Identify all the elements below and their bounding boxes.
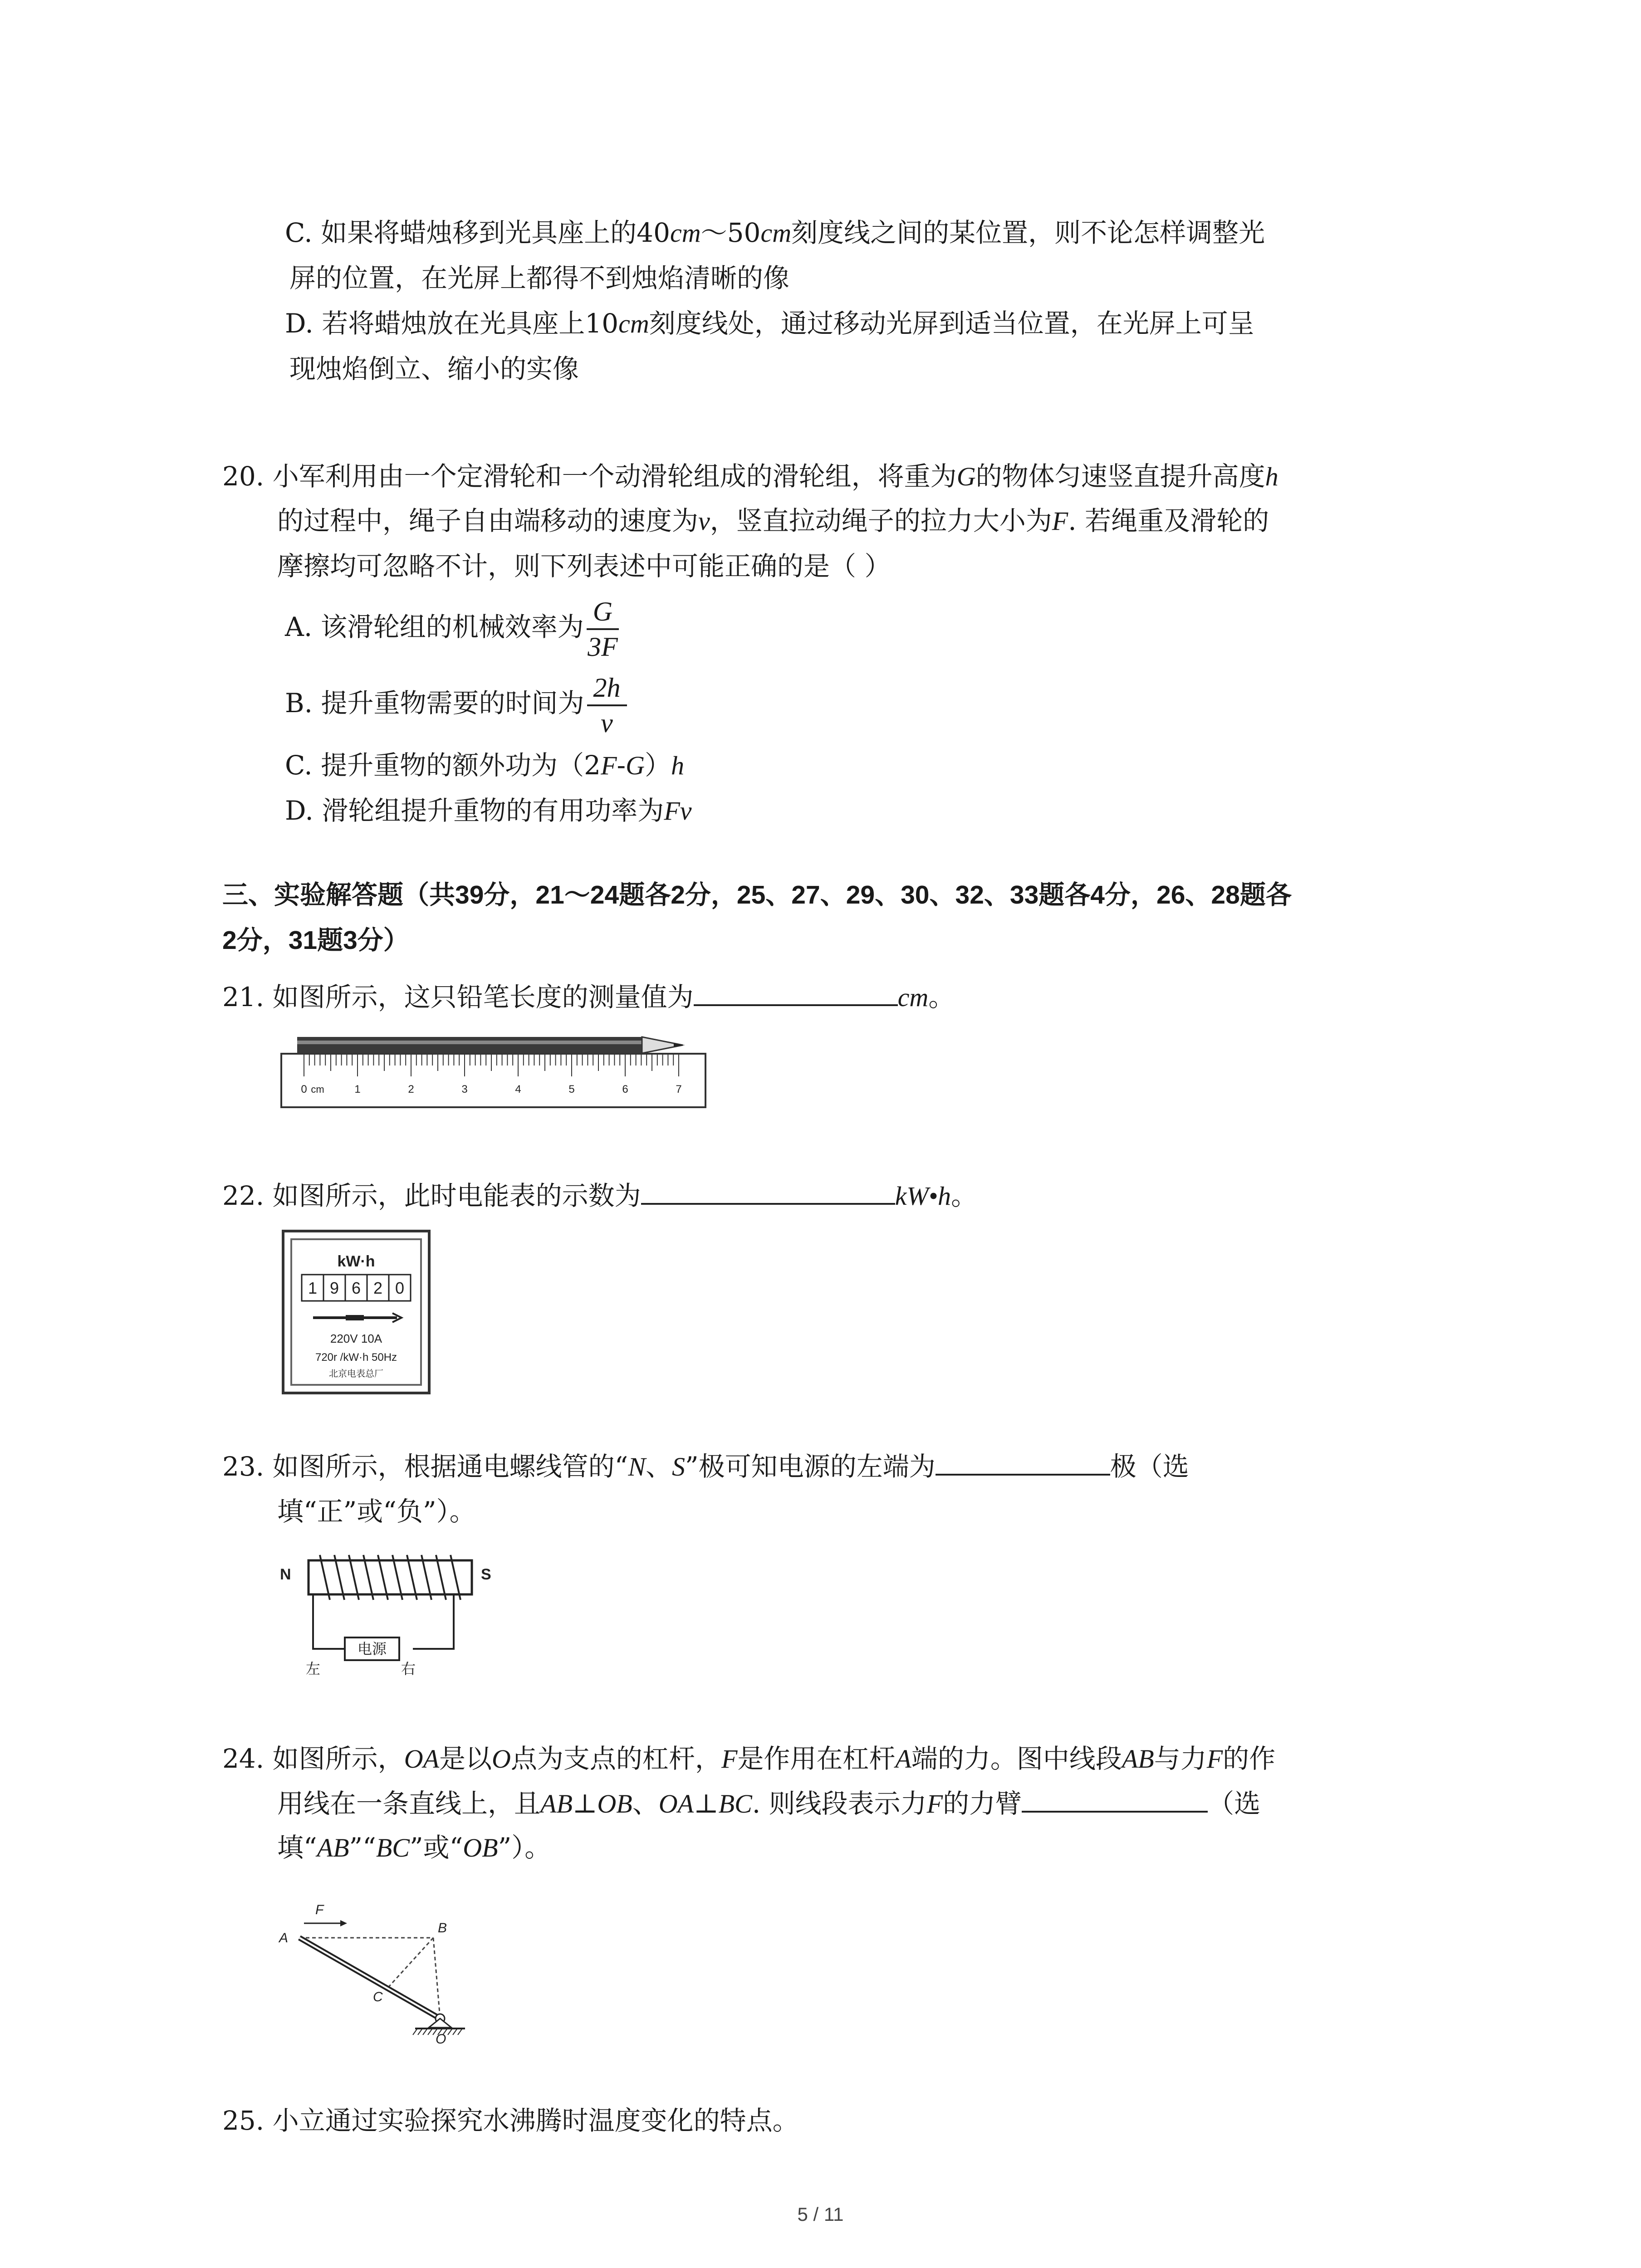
- hatch-line: [418, 2028, 422, 2035]
- q20-stem-line1: [222, 456, 1279, 497]
- q21-stem: [222, 976, 955, 1018]
- text: h: [1265, 462, 1279, 491]
- text: F: [926, 1789, 943, 1818]
- meter-digit: 2: [373, 1279, 383, 1297]
- text: ，竖直拉动绳子的拉力大小为: [710, 505, 1052, 536]
- text: ⊥: [572, 1788, 598, 1819]
- meter-rev-constant: 720r /kW·h 50Hz: [315, 1351, 397, 1364]
- q19-option-c-line2: 屏的位置，在光屏上都得不到烛焰清晰的像: [289, 263, 790, 293]
- ruler-tick-label: 5: [568, 1083, 575, 1095]
- label-c: C: [373, 1989, 383, 2004]
- text: OA: [404, 1744, 440, 1774]
- lever-highlight: [299, 1938, 440, 2019]
- pole-s-label: S: [481, 1566, 491, 1583]
- text: AB: [540, 1789, 573, 1818]
- text: C. 提升重物的额外功为（2: [285, 750, 601, 781]
- text: A. 该滑轮组的机械效率为: [285, 611, 584, 642]
- left-label: 左: [305, 1661, 321, 1677]
- text: 21. 如图所示，这只铅笔长度的测量值为: [222, 982, 694, 1012]
- text: 20. 小军利用由一个定滑轮和一个动滑轮组成的滑轮组，将重为: [222, 461, 957, 492]
- text: 点为支点的杠杆，: [510, 1743, 721, 1774]
- solenoid-core: [309, 1560, 472, 1594]
- answer-blank-q22[interactable]: [641, 1175, 895, 1205]
- meter-digit: 1: [308, 1279, 318, 1297]
- text: 。: [928, 982, 955, 1012]
- line-bc: [388, 1938, 433, 1988]
- text: O: [492, 1744, 511, 1774]
- force-arrow-icon: [340, 1920, 347, 1926]
- solenoid-figure: [274, 1547, 510, 1678]
- right-label: 右: [401, 1661, 416, 1677]
- meter-digit: 0: [395, 1279, 405, 1297]
- text: AB: [1122, 1744, 1154, 1774]
- pencil-ruler-figure: [279, 1029, 710, 1113]
- ruler-tick-label: 6: [622, 1083, 628, 1095]
- text: BC: [718, 1789, 752, 1818]
- label-b: B: [438, 1921, 447, 1936]
- text: v: [698, 506, 710, 536]
- ruler-tick-label: 1: [354, 1083, 361, 1095]
- text: ”）。: [498, 1832, 551, 1863]
- text: 端的力。图中线段: [911, 1743, 1122, 1774]
- text: F: [1206, 1744, 1223, 1774]
- answer-blank-q21[interactable]: [694, 976, 898, 1006]
- text: F: [721, 1744, 738, 1774]
- q22-stem: [222, 1175, 977, 1217]
- text: ”或“: [409, 1832, 463, 1863]
- hatch-line: [413, 2028, 417, 2035]
- meter-digit: 9: [329, 1279, 339, 1297]
- q20-option-c[interactable]: [285, 745, 684, 786]
- lever-figure: [272, 1887, 481, 2047]
- text: ⊥: [694, 1788, 719, 1819]
- text: ”“: [349, 1832, 376, 1863]
- text: 是以: [439, 1743, 492, 1774]
- text: C. 如果将蜡烛移到光具座上的40: [285, 217, 670, 248]
- hatch-line: [453, 2028, 457, 2035]
- text: 22. 如图所示，此时电能表的示数为: [222, 1180, 641, 1211]
- text: OB: [597, 1789, 632, 1818]
- text: F: [1052, 506, 1068, 536]
- ruler-tick-label: 4: [515, 1083, 521, 1095]
- text: kW•h: [895, 1181, 951, 1211]
- fraction-b: [587, 671, 627, 740]
- text: 的力臂: [943, 1788, 1022, 1819]
- q20-option-a[interactable]: [285, 591, 619, 664]
- text: 与力: [1154, 1743, 1207, 1774]
- label-o: O: [436, 2032, 446, 2047]
- text: cm: [760, 218, 792, 248]
- hatch-line: [458, 2028, 462, 2035]
- pivot-support: [429, 2019, 451, 2028]
- q19-option-c-line1: [285, 212, 1265, 254]
- text: G: [956, 462, 976, 491]
- q23-stem-line2: 填“正”或“负”）。: [277, 1496, 476, 1527]
- text: OB: [463, 1833, 498, 1862]
- meter-unit-label: kW·h: [337, 1253, 375, 1270]
- q19-option-d-line2: 现烛焰倒立、缩小的实像: [289, 353, 579, 384]
- wire-right: [413, 1594, 454, 1649]
- q24-stem-line3: [277, 1827, 551, 1868]
- q20-stem-line3: 摩擦均可忽略不计，则下列表述中可能正确的是（ ）: [277, 551, 891, 582]
- text: 刻度线处，通过移动光屏到适当位置，在光屏上可呈: [649, 308, 1254, 339]
- text: AB: [317, 1833, 349, 1862]
- pencil-highlight: [297, 1041, 642, 1044]
- q20-option-b[interactable]: [285, 667, 627, 740]
- text: 极（选: [1110, 1451, 1189, 1482]
- text: . 则线段表示力: [752, 1788, 927, 1819]
- text: S: [672, 1452, 686, 1481]
- ruler-tick-label: 0: [301, 1083, 307, 1095]
- ruler-tick-label: 7: [676, 1083, 682, 1095]
- text: ”极可知电源的左端为: [685, 1451, 936, 1482]
- text: Fv: [664, 796, 692, 826]
- meter-maker: 北京电表总厂: [329, 1369, 383, 1379]
- q20-option-d[interactable]: [285, 790, 691, 831]
- text: 24. 如图所示，: [222, 1743, 404, 1774]
- q19-option-d-line1: [285, 303, 1254, 344]
- hatch-line: [428, 2028, 432, 2035]
- text: ）: [645, 750, 671, 781]
- answer-blank-q23[interactable]: [936, 1446, 1110, 1476]
- text: 刻度线之间的某位置，则不论怎样调整光: [791, 217, 1265, 248]
- text: N: [628, 1452, 646, 1481]
- fraction-a: [587, 595, 619, 664]
- page-number: 5 / 11: [797, 2204, 844, 2225]
- text: 的物体匀速竖直提升高度: [975, 461, 1265, 492]
- pole-n-label: N: [280, 1566, 291, 1583]
- text: A: [895, 1744, 911, 1774]
- q24-stem-line1: [222, 1738, 1275, 1779]
- text: 用线在一条直线上，且: [277, 1788, 541, 1819]
- section-heading-line2: 2分，31题3分）: [222, 926, 409, 955]
- q24-stem-line2: [277, 1783, 1260, 1824]
- answer-blank-q24[interactable]: [1022, 1783, 1208, 1813]
- text: D. 若将蜡烛放在光具座上10: [285, 308, 619, 339]
- q23-stem-line1: [222, 1446, 1189, 1487]
- line-ob: [433, 1938, 440, 2019]
- text: 、: [646, 1451, 672, 1482]
- text: D. 滑轮组提升重物的有用功率为: [285, 795, 664, 826]
- text: 2h: [587, 671, 627, 706]
- label-a: A: [279, 1931, 289, 1945]
- text: 23. 如图所示，根据通电螺线管的“: [222, 1451, 628, 1482]
- text: v: [601, 708, 613, 738]
- hatch-line: [448, 2028, 452, 2035]
- text: 。: [951, 1180, 978, 1211]
- text: G: [626, 751, 645, 780]
- meter-digit: 6: [351, 1279, 361, 1297]
- energy-meter-figure: [281, 1229, 431, 1395]
- text: cm: [618, 309, 649, 338]
- text: ～50: [700, 217, 761, 248]
- text: 、: [632, 1788, 659, 1819]
- label-f: F: [315, 1902, 324, 1917]
- text: （选: [1208, 1788, 1261, 1819]
- text: F: [601, 751, 617, 780]
- text: 是作用在杠杆: [737, 1743, 896, 1774]
- section-heading-line1: 三、实验解答题（共39分，21～24题各2分，25、27、29、30、32、33题各4分，26、28题各: [222, 880, 1292, 909]
- text: 3F: [588, 631, 618, 662]
- text: h: [671, 751, 685, 780]
- text: 的作: [1223, 1743, 1276, 1774]
- text: G: [587, 595, 619, 630]
- ruler-body: [281, 1054, 705, 1107]
- text: 的过程中，绳子自由端移动的速度为: [277, 505, 699, 536]
- text: 填“: [277, 1832, 317, 1863]
- text: -: [617, 750, 626, 781]
- text: cm: [670, 218, 701, 248]
- text: OA: [658, 1789, 694, 1818]
- q25-stem: 25. 小立通过实验探究水沸腾时温度变化的特点。: [222, 2105, 799, 2136]
- text: cm: [897, 982, 929, 1012]
- text: B. 提升重物需要的时间为: [285, 688, 584, 719]
- ruler-unit-label: cm: [311, 1084, 324, 1095]
- wire-left: [313, 1594, 345, 1649]
- text: . 若绳重及滑轮的: [1068, 505, 1269, 536]
- q20-stem-line2: [277, 500, 1269, 542]
- hatch-line: [423, 2028, 427, 2035]
- meter-digit-wheels: [302, 1275, 411, 1301]
- pencil-body: [297, 1037, 642, 1053]
- power-source-label: 电源: [357, 1641, 387, 1657]
- ruler-tick-label: 2: [408, 1083, 414, 1095]
- text: BC: [376, 1833, 410, 1862]
- ruler-tick-label: 3: [461, 1083, 468, 1095]
- meter-rating: 220V 10A: [330, 1332, 382, 1345]
- meter-disk-mark: [346, 1315, 364, 1320]
